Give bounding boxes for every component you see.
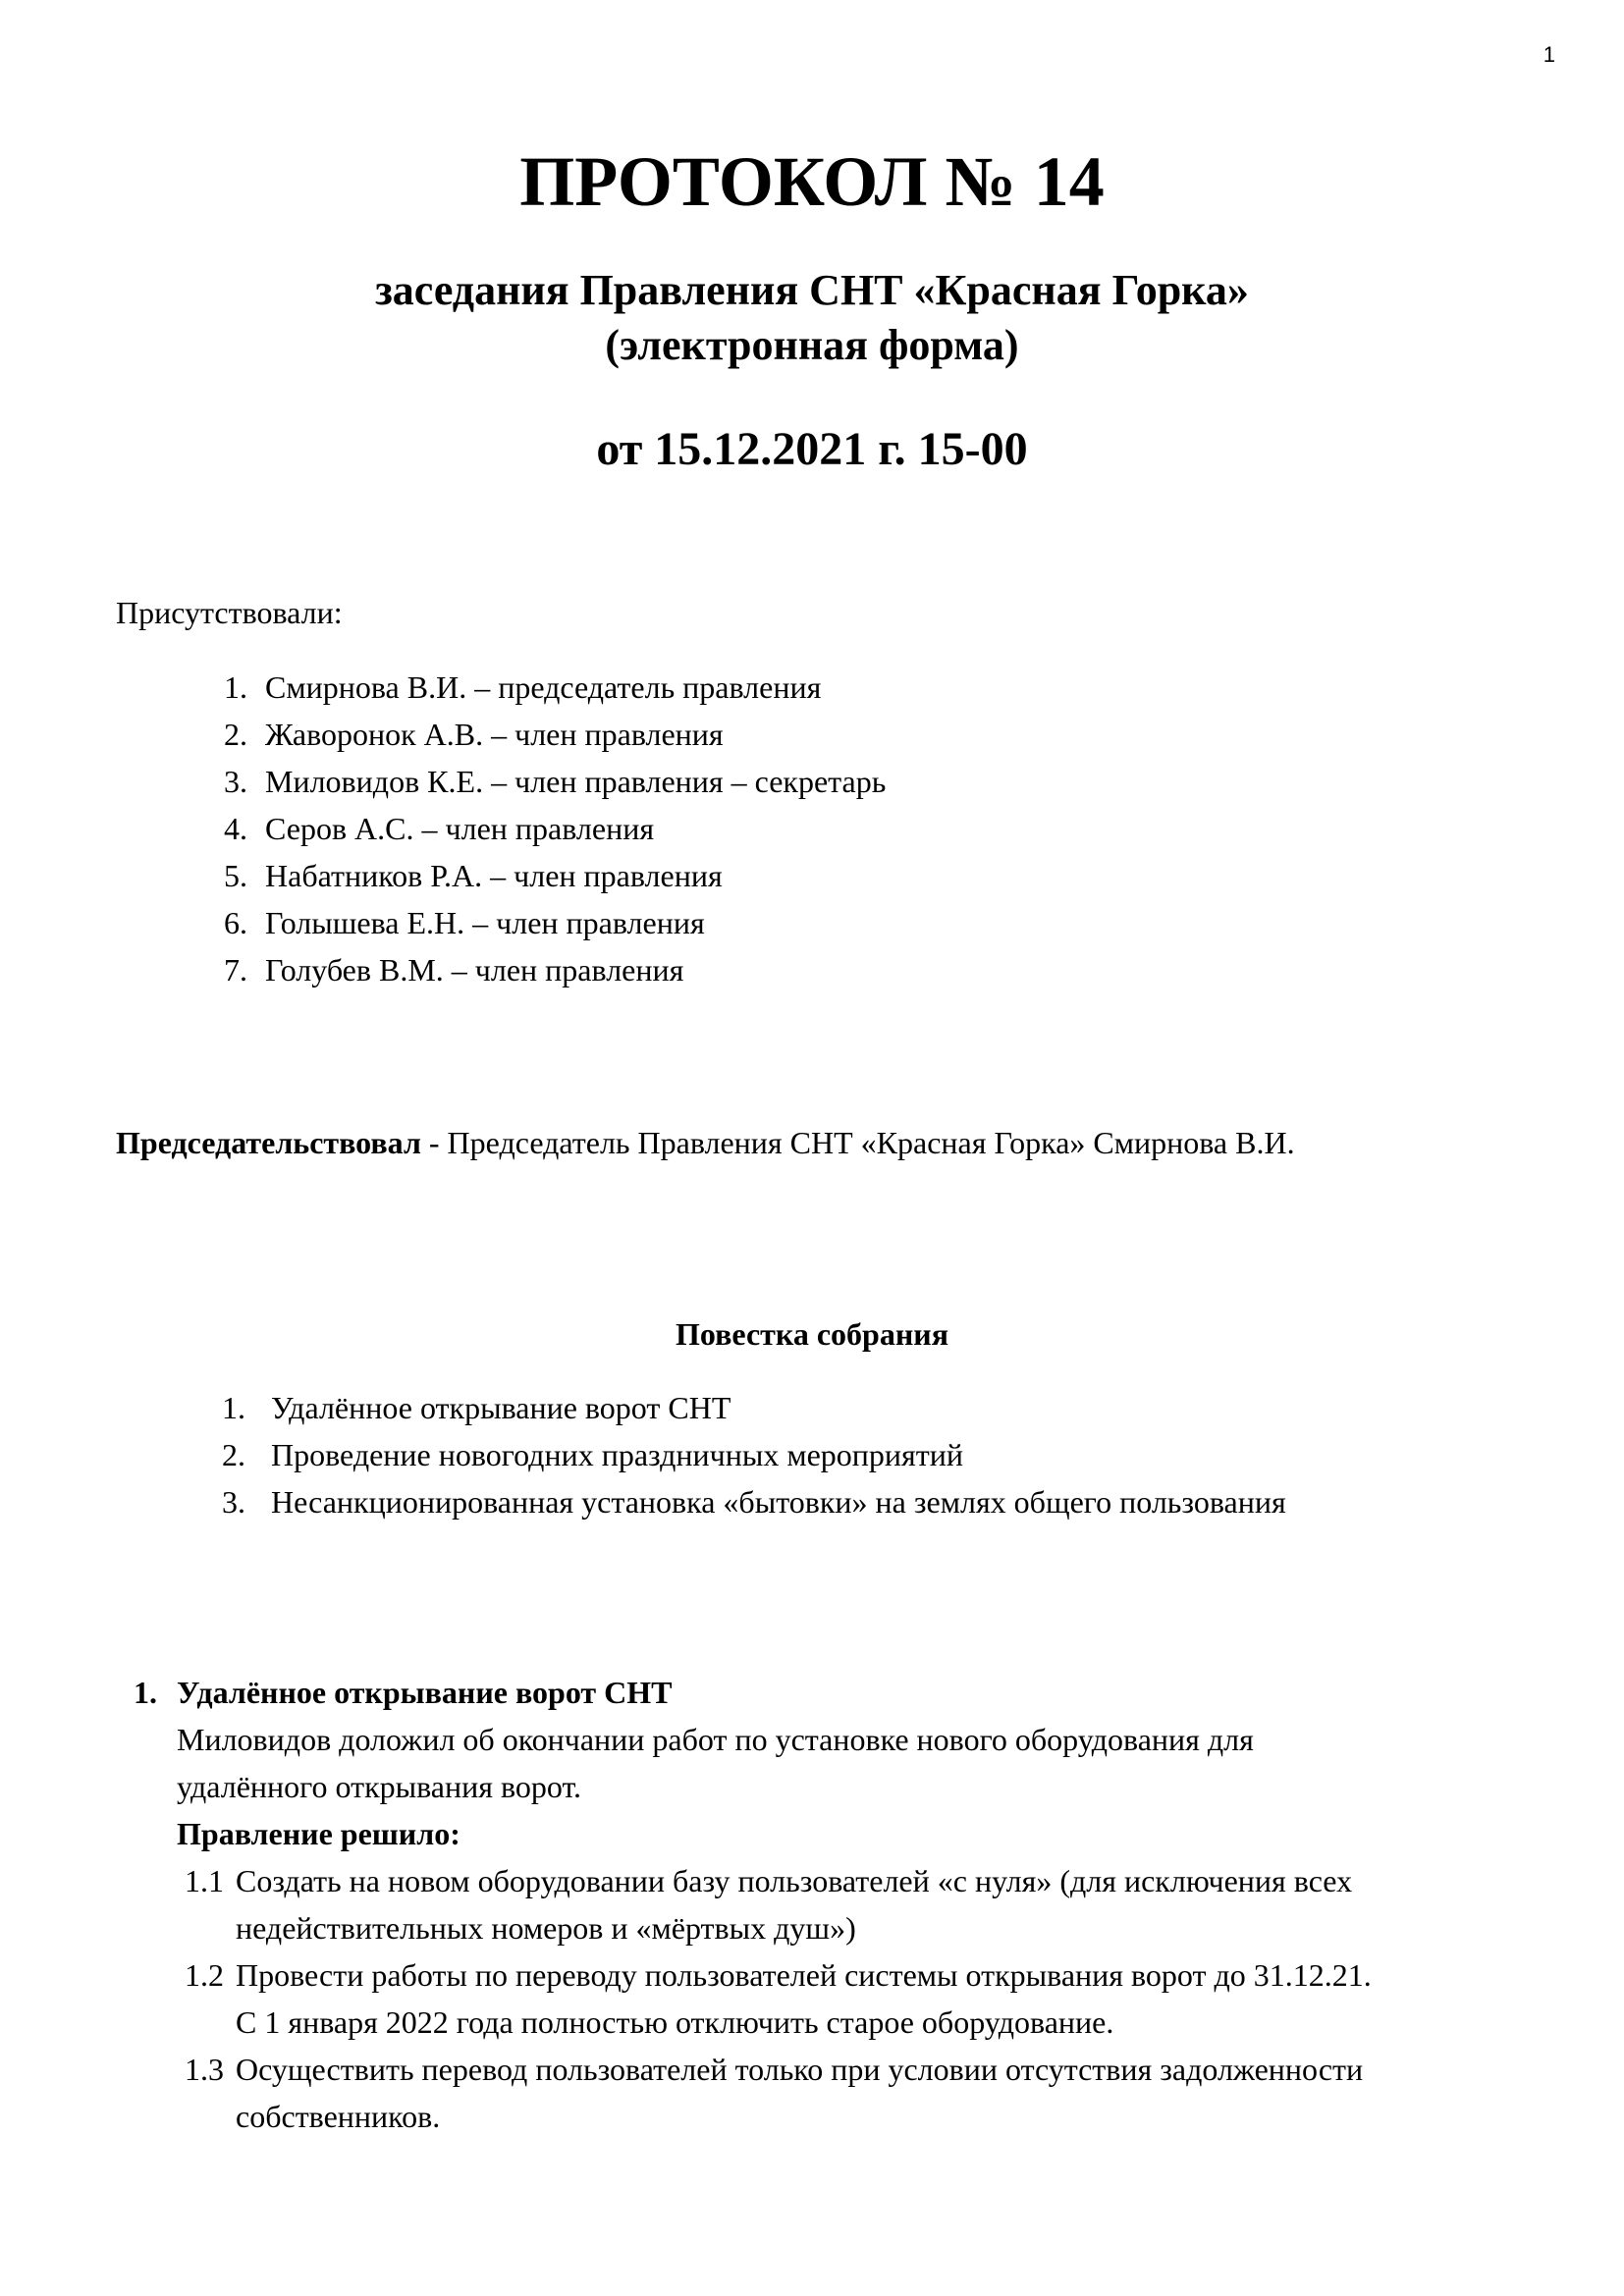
list-number: 1. (222, 1390, 245, 1425)
chaired-by (116, 1119, 1295, 1166)
decision-line: Осуществить перевод пользователей только при условии отсутствия задолженности (236, 2052, 1364, 2087)
list-text: Несанкционированная установка «бытовки» на землях общего пользования (271, 1484, 1286, 1520)
list-item (210, 1431, 1286, 1478)
report-line-2: удалённого открывания ворот. (177, 1769, 582, 1804)
list-item (210, 1478, 1286, 1525)
decision-line: С 1 января 2022 года полностью отключить старое оборудование. (236, 2004, 1114, 2040)
section-title (134, 1669, 1547, 1716)
list-number: 2. (224, 717, 247, 752)
list-item (210, 664, 886, 711)
decision-item (134, 1857, 1547, 1951)
chaired-text: - Председатель Правления СНТ «Красная Горка» Смирнова В.И. (420, 1125, 1295, 1160)
list-item (210, 805, 886, 852)
list-number: 1. (224, 669, 247, 705)
document-title: ПРОТОКОЛ № 14 (519, 142, 1105, 221)
list-number: 5. (224, 858, 247, 893)
section-number: 1. (134, 1675, 157, 1710)
section-1 (134, 1669, 1547, 2140)
list-text: Жаворонок А.В. – член правления (265, 717, 724, 752)
list-item (210, 711, 886, 758)
list-text: Смирнова В.И. – председатель правления (265, 669, 822, 705)
decision-item (134, 2046, 1547, 2140)
list-text: Набатников Р.А. – член правления (265, 858, 723, 893)
subtitle-line-1: заседания Правления СНТ «Красная Горка» (375, 266, 1249, 314)
list-item (210, 1384, 1286, 1431)
decision-line: Провести работы по переводу пользователей системы открывания ворот до 31.12.21. (236, 1957, 1372, 1993)
decision-number: 1.3 (185, 2052, 224, 2087)
list-item (210, 899, 886, 946)
section-title-text: Удалённое открывание ворот СНТ (177, 1675, 673, 1710)
subtitle-line-2: (электронная форма) (605, 321, 1019, 369)
decisions-list (134, 1857, 1547, 2140)
list-text: Серов А.С. – член правления (265, 811, 655, 846)
report-line-1: Миловидов доложил об окончании работ по установке нового оборудования для (177, 1722, 1254, 1757)
decision-line: Создать на новом оборудовании базу пользователей «с нуля» (для исключения всех (236, 1863, 1353, 1898)
list-number: 7. (224, 952, 247, 988)
list-number: 6. (224, 905, 247, 940)
list-text: Миловидов К.Е. – член правления – секретарь (265, 764, 887, 799)
document-subtitle (0, 263, 1624, 373)
decision-number: 1.2 (185, 1957, 224, 1993)
attendees-list (210, 664, 886, 993)
present-label: Присутствовали: (116, 595, 343, 630)
decision-text (236, 1951, 1547, 2046)
list-item (210, 946, 886, 993)
decision-text (236, 1857, 1547, 1951)
list-number: 3. (222, 1484, 245, 1520)
decision-line: недействительных номеров и «мёртвых душ») (236, 1910, 856, 1946)
decision-number: 1.1 (185, 1863, 224, 1898)
decision-line: собственников. (236, 2099, 441, 2134)
list-text: Голышева Е.Н. – член правления (265, 905, 705, 940)
list-text: Голубев В.М. – член правления (265, 952, 684, 988)
list-text: Удалённое открывание ворот СНТ (271, 1390, 731, 1425)
chaired-label: Председательствовал (116, 1125, 421, 1160)
list-item (210, 852, 886, 899)
decision-text (236, 2046, 1547, 2140)
meeting-date: от 15.12.2021 г. 15-00 (596, 423, 1028, 475)
list-text: Проведение новогодних праздничных мероприятий (271, 1437, 963, 1472)
list-item (210, 758, 886, 805)
list-number: 2. (222, 1437, 245, 1472)
list-number: 3. (224, 764, 247, 799)
agenda-heading: Повестка собрания (675, 1316, 949, 1352)
list-number: 4. (224, 811, 247, 846)
page-number: 1 (1543, 42, 1555, 67)
decision-item (134, 1951, 1547, 2046)
agenda-list (210, 1384, 1286, 1525)
decided-label: Правление решило: (177, 1816, 460, 1851)
